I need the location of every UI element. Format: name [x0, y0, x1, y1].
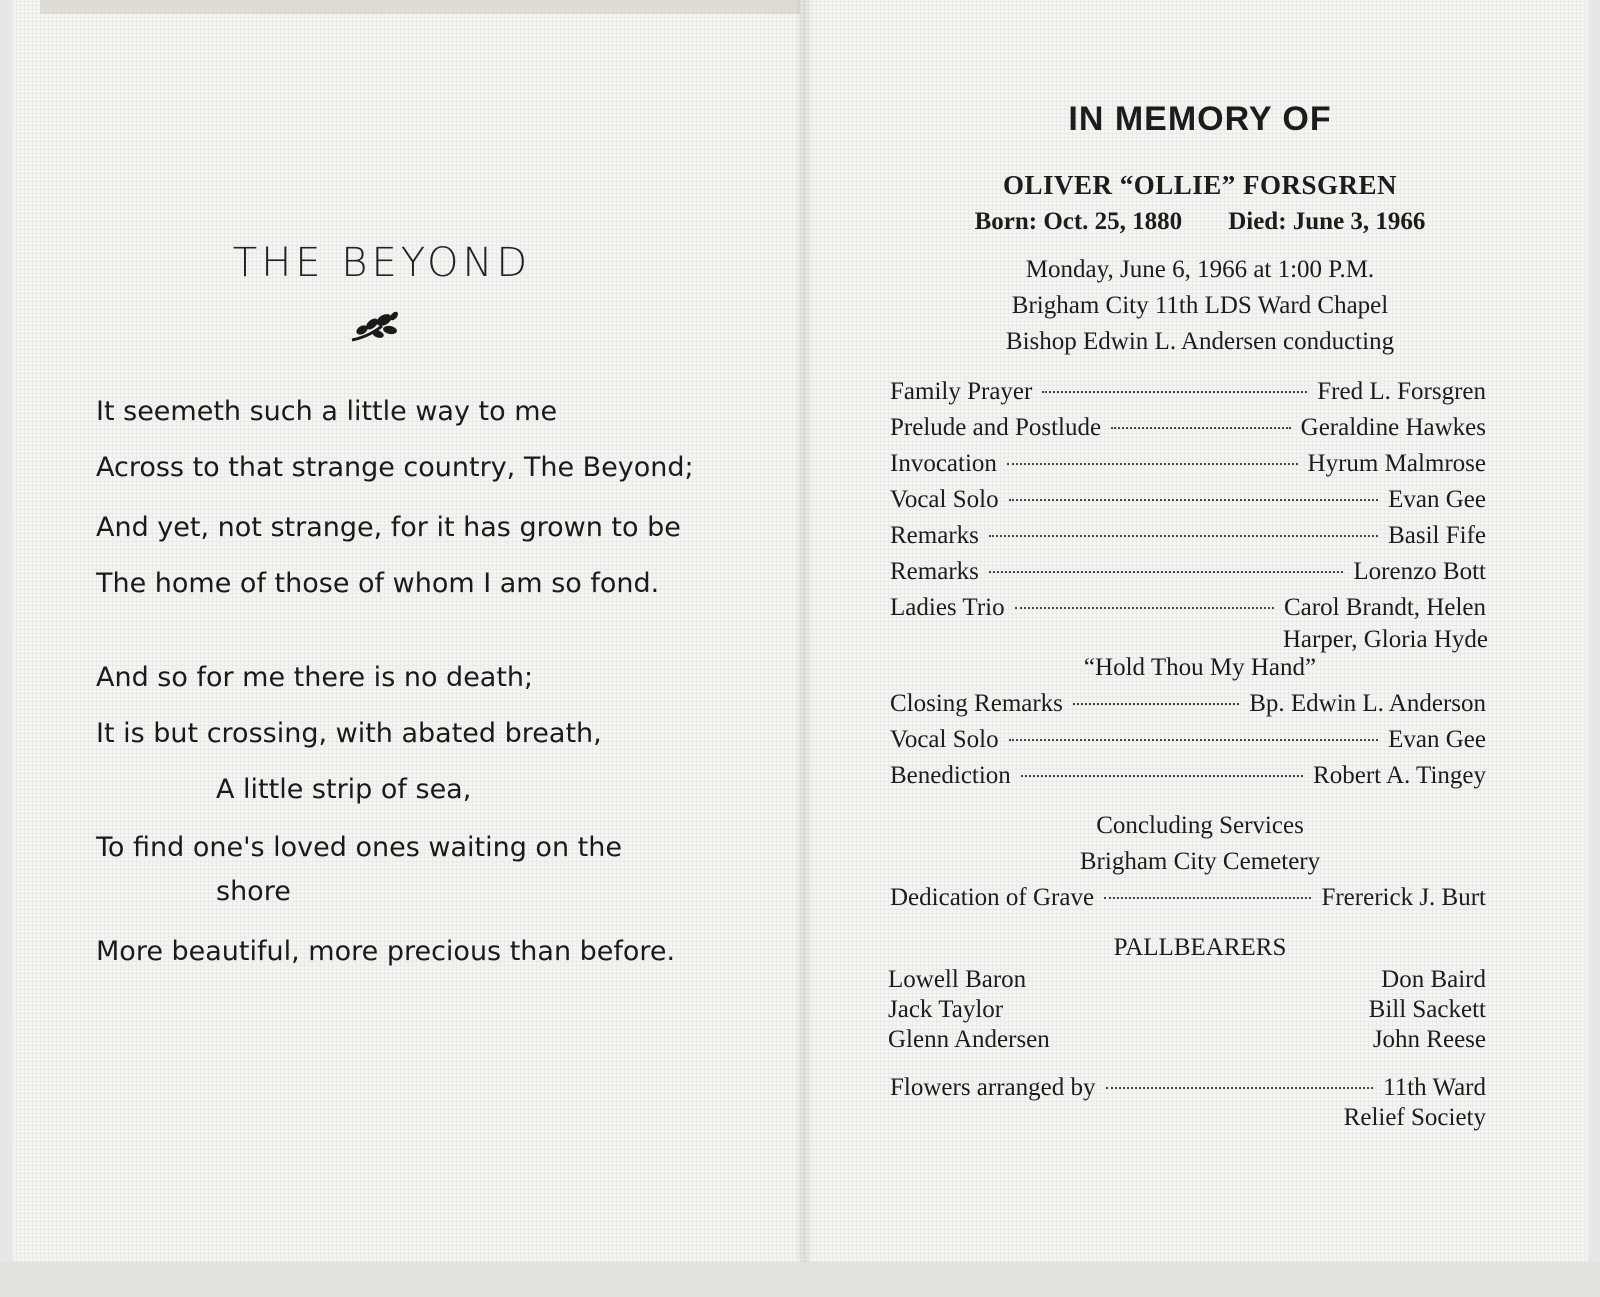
poem-line: More beautiful, more precious than before.: [96, 936, 676, 967]
pallbearer: Glenn Andersen: [888, 1026, 1050, 1053]
pallbearer: Jack Taylor: [888, 996, 1004, 1023]
program-item: Remarks Basil Fife: [890, 522, 1486, 549]
concluding-heading: Concluding Services: [1096, 812, 1304, 839]
pallbearer: John Reese: [1372, 1026, 1486, 1053]
trio-continuation: Harper, Gloria Hyde: [1282, 626, 1488, 653]
cemetery-name: Brigham City Cemetery: [1079, 848, 1321, 875]
flowers-continuation: Relief Society: [1343, 1104, 1486, 1131]
life-dates: [812, 208, 1588, 236]
pallbearer: Don Baird: [1381, 966, 1486, 993]
program-item: Invocation Hyrum Malmrose: [890, 450, 1486, 477]
program-page: [812, 0, 1588, 1262]
poem-title: THE BEYOND: [232, 240, 532, 286]
program-item: Vocal Solo Evan Gee: [890, 726, 1486, 753]
scan-edge: [0, 1262, 1600, 1297]
dedication-item: Dedication of Grave Frererick J. Burt: [890, 884, 1486, 911]
born-date: Born: Oct. 25, 1880: [974, 208, 1183, 235]
poem-line: The home of those of whom I am so fond.: [96, 568, 660, 599]
pallbearer: Lowell Baron: [888, 966, 1027, 993]
program-item: Benediction Robert A. Tingey: [890, 762, 1486, 789]
memory-heading: IN MEMORY OF: [1068, 100, 1332, 138]
service-date: Monday, June 6, 1966 at 1:00 P.M.: [1025, 256, 1375, 283]
poem-line: It is but crossing, with abated breath,: [96, 718, 602, 749]
poem-line: To find one's loved ones waiting on the: [96, 832, 622, 863]
program-item: Ladies Trio Carol Brandt, Helen: [890, 594, 1486, 621]
poem-line: shore: [216, 876, 291, 907]
program-item: Prelude and Postlude Geraldine Hawkes: [890, 414, 1486, 441]
trio-song: “Hold Thou My Hand”: [1083, 654, 1317, 681]
poem-page: [12, 0, 797, 1262]
service-location: Brigham City 11th LDS Ward Chapel: [1011, 292, 1389, 319]
poem-line: Across to that strange country, The Beyond;: [96, 452, 694, 483]
program-item: Remarks Lorenzo Bott: [890, 558, 1486, 585]
program-item: Vocal Solo Evan Gee: [890, 486, 1486, 513]
poem-line: A little strip of sea,: [216, 774, 472, 805]
program-item: Family Prayer Fred L. Forsgren: [890, 378, 1486, 405]
poem-line: It seemeth such a little way to me: [96, 396, 558, 427]
memorial-card: [12, 0, 1588, 1262]
deceased-name: OLIVER “OLLIE” FORSGREN: [1002, 170, 1398, 200]
pallbearers-heading: PALLBEARERS: [1113, 934, 1287, 961]
service-conductor: Bishop Edwin L. Andersen conducting: [1005, 328, 1395, 355]
flowers-item: Flowers arranged by 11th Ward: [890, 1074, 1486, 1101]
poem-line: And yet, not strange, for it has grown to be: [96, 512, 681, 543]
program-item: Closing Remarks Bp. Edwin L. Anderson: [890, 690, 1486, 717]
leaf-ornament-icon: [348, 308, 408, 348]
poem-line: And so for me there is no death;: [96, 662, 534, 693]
died-date: Died: June 3, 1966: [1228, 208, 1426, 235]
pallbearer: Bill Sackett: [1368, 996, 1486, 1023]
card-fold: [797, 0, 811, 1262]
